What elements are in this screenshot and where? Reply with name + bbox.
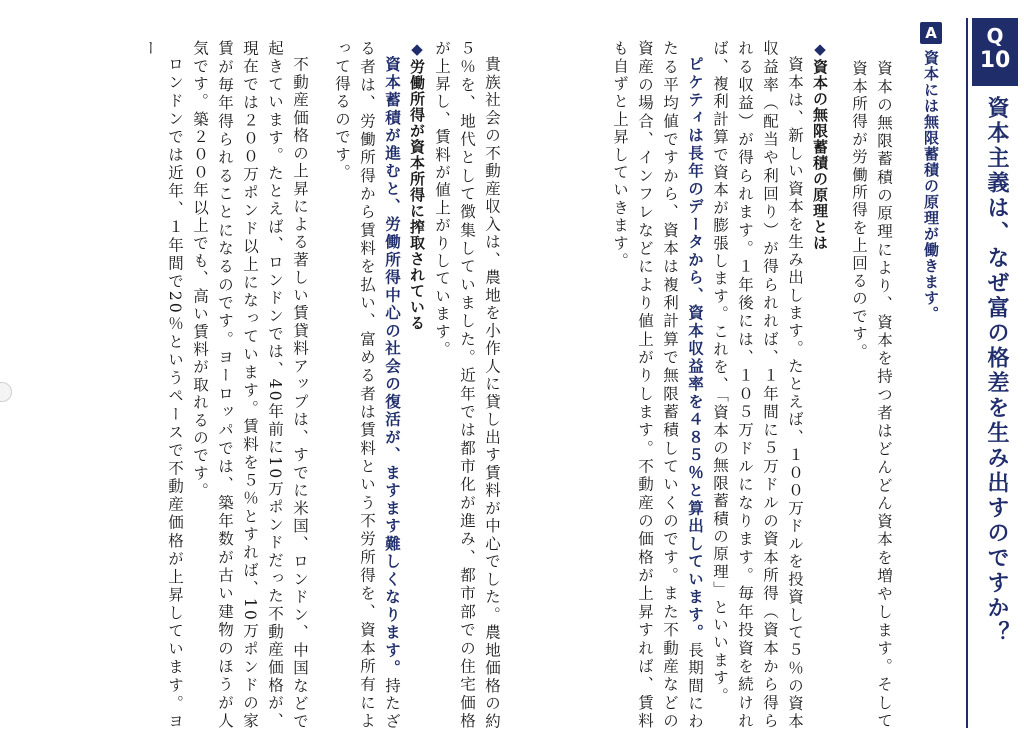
section-1-para-2	[607, 40, 707, 730]
section-2-highlight: 資本蓄積が進むと、労働所得中心の社会の復活が、ますます難しくなります。	[383, 55, 401, 677]
answer-badge: A	[920, 22, 942, 44]
section-2-para-1	[329, 40, 404, 730]
section-1-heading-text: 資本の無限蓄積の原理とは	[811, 59, 829, 251]
question-number-badge	[972, 18, 1018, 86]
question-label: Q	[986, 24, 1004, 48]
section-1	[607, 40, 832, 730]
section-2-continued	[137, 40, 312, 730]
page-title: 資本主義は、なぜ富の格差を生み出すのですか？	[984, 96, 1009, 646]
section-1-continued	[329, 40, 504, 730]
section-1-para-1: 資本は、新しい資本を生み出します。たとえば、１００万ドルを投資して５％の資本収益率（配当や利回り）が得られれば、１年間に５万ドルの資本所得（資本から得られる収益）が得られます。１年後には、１０５万ドルになります。毎年投資を続ければ、複利計算で資本が膨張します。これを、「資本の無限蓄積の原理」といいます。	[711, 40, 804, 730]
section-2-para-2: 不動産価格の上昇による著しい賃貸料アップは、すでに米国、ロンドン、中国などで起きています。たとえば、ロンドンでは、40年前に10万ポンドだった不動産価格が、現在では２００万ポンド以上になっています。賃料を５％とすれば、10万ポンドの家賃が毎年得られることになるのです。ヨーロッパでは、築年数が古い建物のほうが人気です。築２００年以上でも、高い賃料が取れるのです。	[191, 40, 309, 730]
section-2-heading-text: 労働所得が資本所得に搾取されている	[408, 59, 426, 331]
intro-text: 資本の無限蓄積の原理により、資本を持つ者はどんどん資本を増やします。そして資本所得が労働所得を上回るのです。	[850, 60, 893, 730]
section-2-para-1-rest: 持たざる者は、労働所得から賃料を払い、富める者は賃料という不労所得を、資本所有によって得るのです。	[333, 40, 401, 730]
intro-paragraph	[846, 60, 896, 730]
section-1-para-3: 貴族社会の不動産収入は、農地を小作人に貸し出す賃料が中心でした。農地価格の約５％を、地代として徴集していました。近年では都市化が進み、都市部での住宅価格が上昇し、賃料が値上がりしています。	[433, 40, 501, 730]
question-number: 10	[979, 48, 1011, 73]
section-2-heading	[404, 40, 429, 730]
section-2-para-3: ロンドンでは近年、１年間で20％というペースで不動産価格が上昇しています。ヨー	[141, 40, 184, 730]
diamond-bullet-icon: ◆	[408, 40, 426, 59]
page-edge-handle[interactable]	[0, 382, 12, 402]
section-1-para-2-rest: 長期間にわたる平均値ですから、資本は複利計算で無限蓄積していくのです。また不動産などの資産の場合、インフレなどにより値上がりします。不動産の価格が上昇すれば、賃料も自ずと上昇していきます。	[611, 40, 704, 731]
section-1-heading	[807, 40, 832, 730]
answer-summary: 資本には無限蓄積の原理が働きます。	[922, 50, 940, 322]
section-1-highlight: ピケティは長年のデータから、資本収益率を４８５％と算出しています。	[686, 55, 704, 642]
diamond-bullet-icon: ◆	[811, 40, 829, 59]
header-rule	[966, 18, 968, 728]
